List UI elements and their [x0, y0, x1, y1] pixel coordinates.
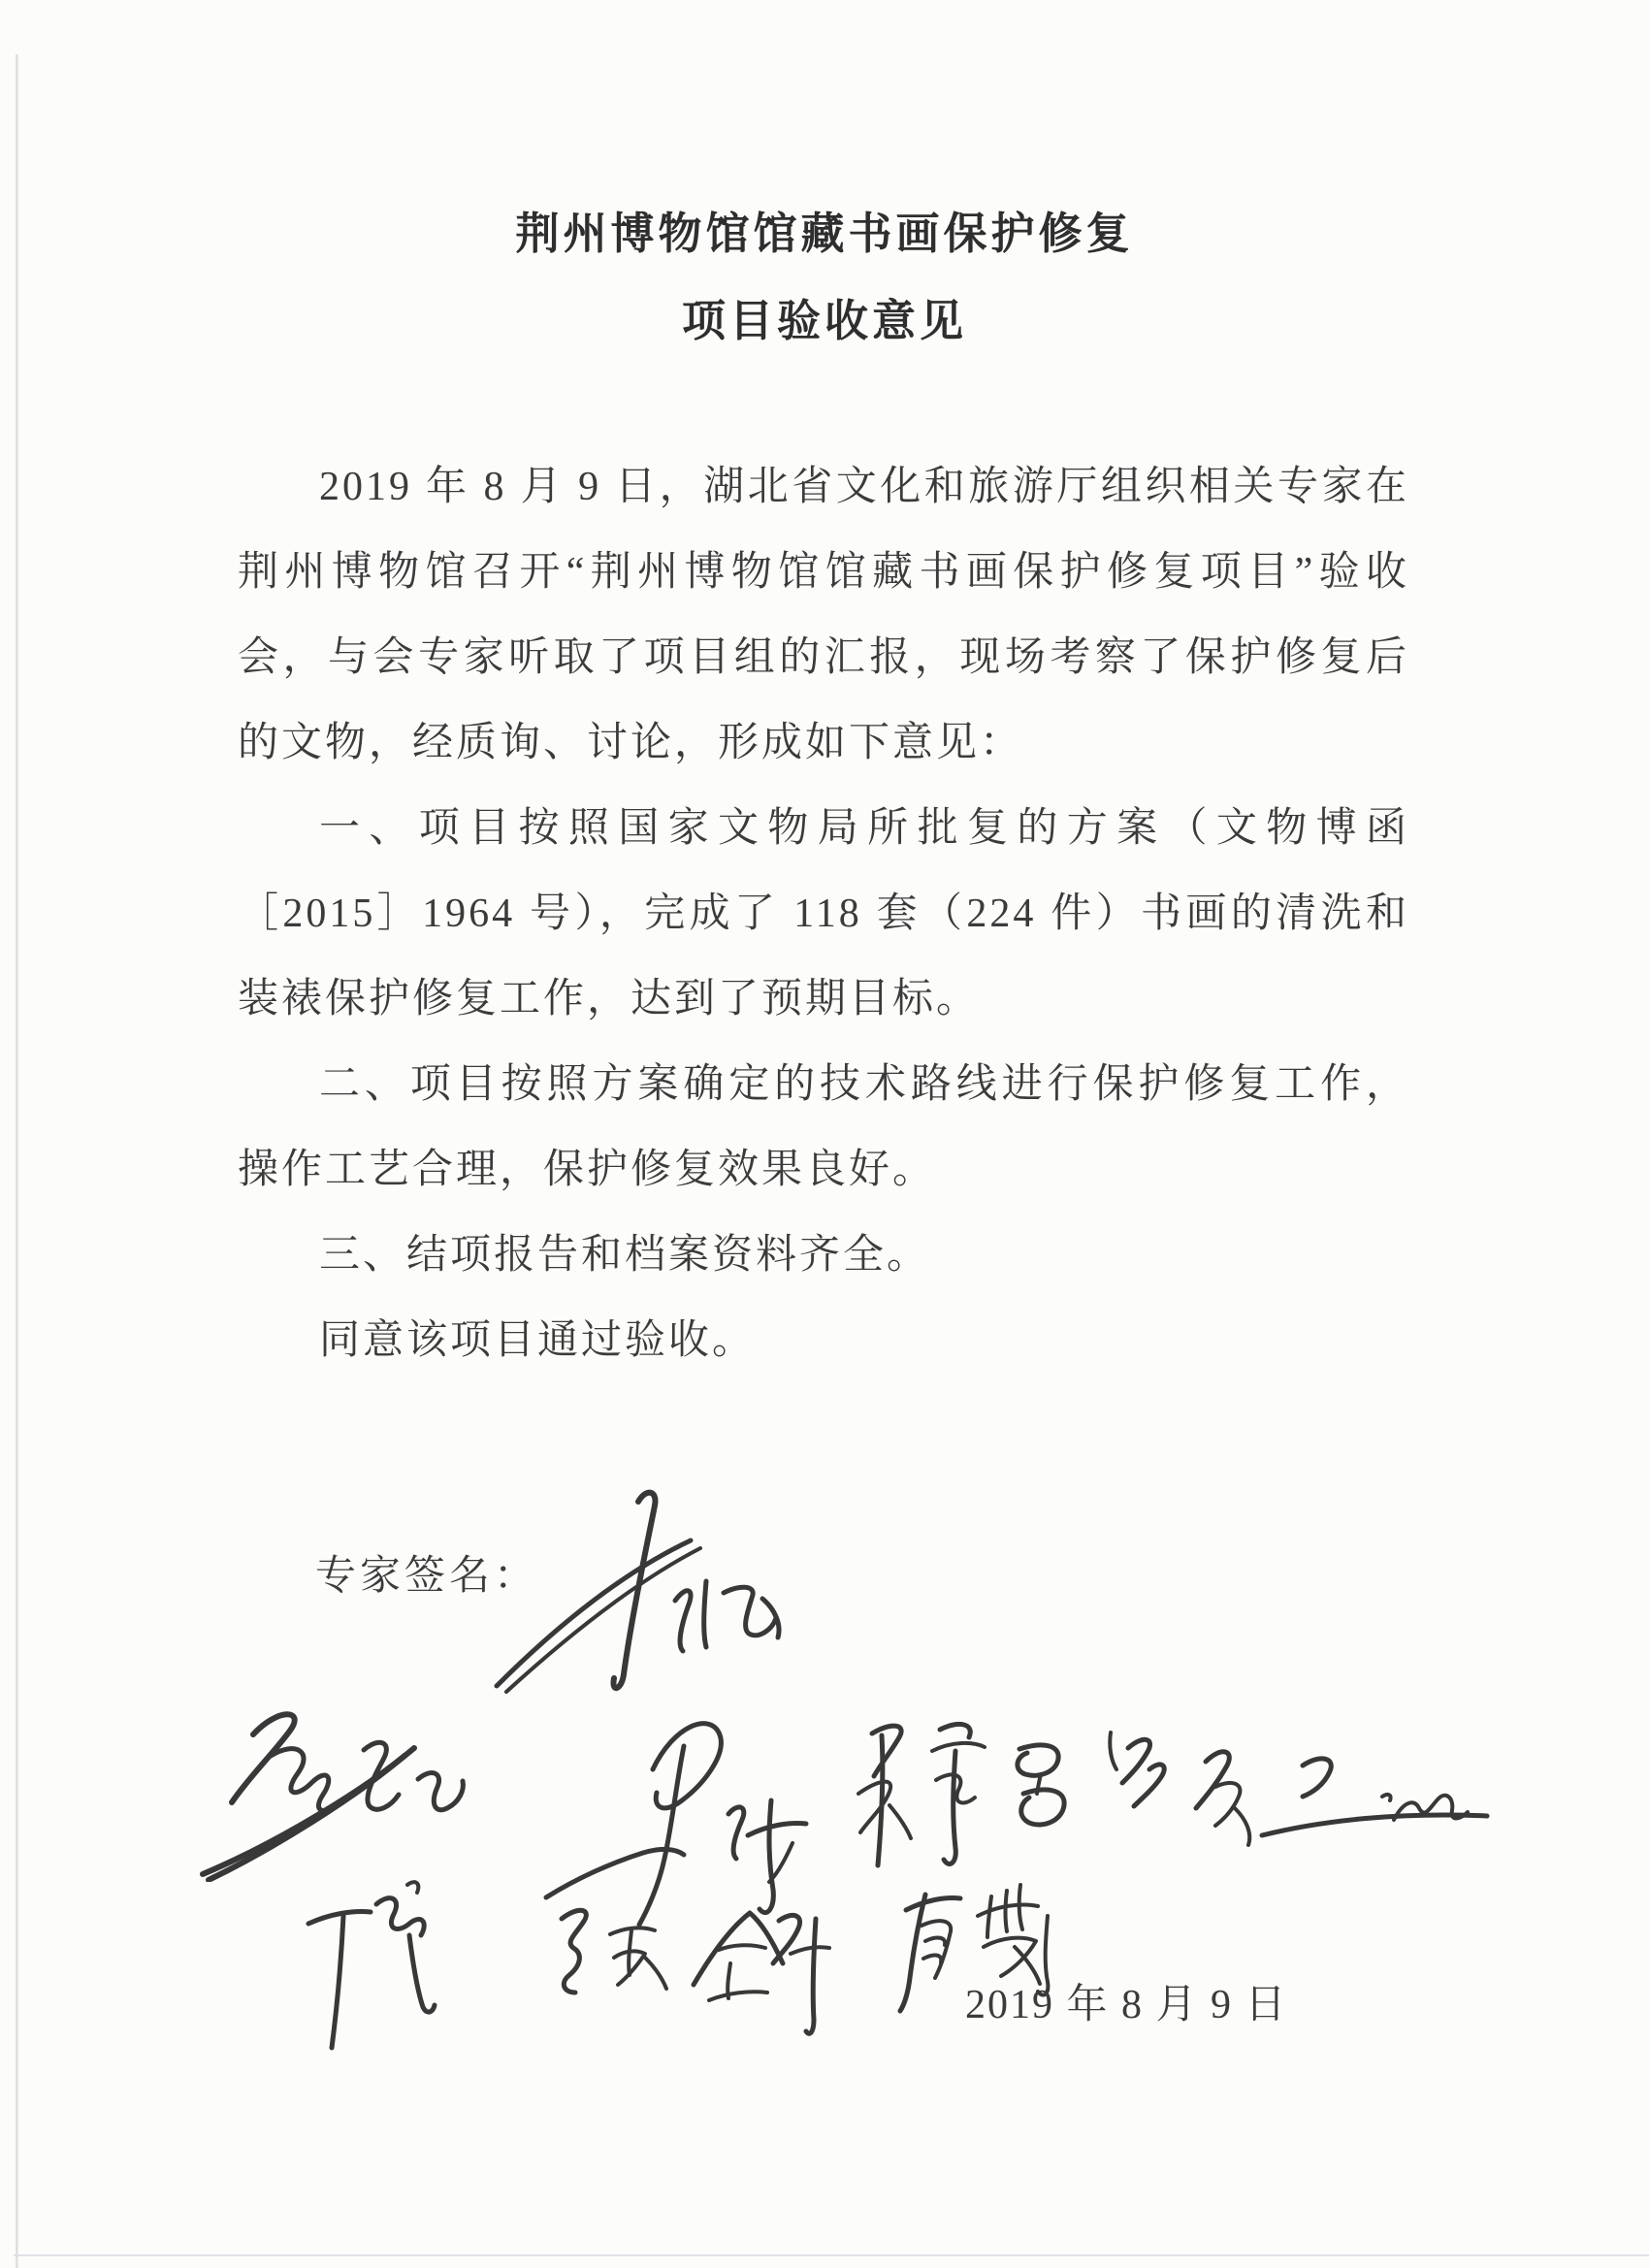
paragraph-2: 一、项目按照国家文物局所批复的方案（文物博函［2015］1964 号），完成了 118 套（224 件）书画的清洗和装裱保护修复工作，达到了预期目标。 [238, 806, 1409, 1021]
expert-signature-label: 专家签名： [315, 1554, 539, 1599]
handwritten-signature-1 [485, 1484, 795, 1702]
handwritten-signature-6 [262, 1877, 466, 2061]
scan-edge-line-bottom [14, 2254, 1649, 2256]
document-body [238, 444, 1409, 1383]
handwritten-signature-2 [189, 1698, 500, 1882]
page-title-line-2: 项目验收意见 [681, 296, 967, 345]
paragraph-3: 二、项目按照方案确定的技术路线进行保护修复工作，操作工艺合理，保护修复效果良好。 [238, 1062, 1409, 1192]
paragraph-5: 同意该项目通过验收。 [319, 1318, 757, 1363]
paragraph-4: 三、结项报告和档案资料齐全。 [319, 1233, 931, 1278]
scan-edge-line-left [16, 54, 18, 2268]
signature-date: 2019 年 8 月 9 日 [965, 1983, 1288, 2027]
handwritten-signature-4 [839, 1712, 1101, 1882]
paragraph-1: 2019 年 8 月 9 日，湖北省文化和旅游厅组织相关专家在荆州博物馆召开“荆州博物馆馆藏书画保护修复项目”验收会，与会专家听取了项目组的汇报，现场考察了保护修复后的文物，经质询、讨论，形成如下意见： [238, 465, 1409, 765]
page-title-line-1: 荆州博物馆馆藏书画保护修复 [515, 209, 1134, 258]
handwritten-signature-5 [1091, 1727, 1499, 1887]
handwritten-signature-7 [529, 1892, 839, 2047]
